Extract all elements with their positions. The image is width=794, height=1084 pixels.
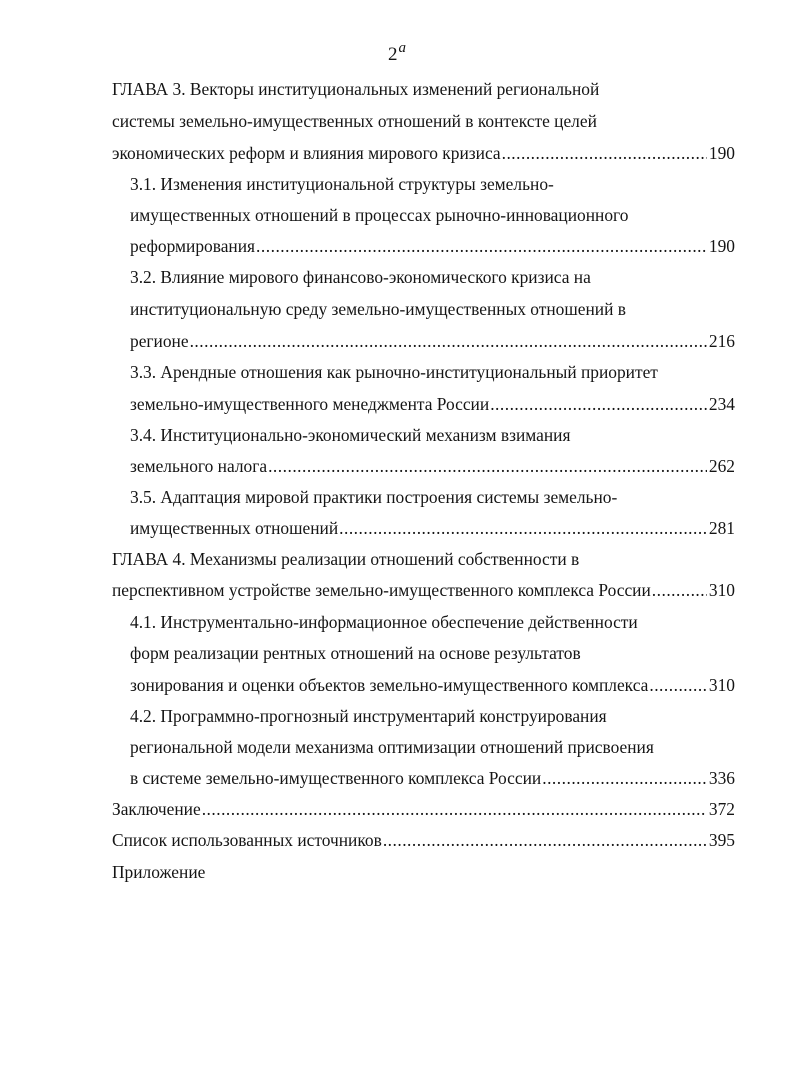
dot-leader [256, 235, 707, 257]
dot-leader [339, 517, 707, 539]
dot-leader [542, 767, 707, 789]
dot-leader [383, 829, 707, 851]
toc-section-3-5-line-1: 3.5. Адаптация мировой практики построения системы земельно- [130, 487, 618, 507]
toc-section-3-1-page: 190 [708, 236, 735, 256]
toc-section-3-4-line-1: 3.4. Институционально-экономический механизм взимания [130, 425, 571, 445]
toc-sources-page: 395 [708, 830, 735, 850]
page-number-handwritten-mark: a [398, 40, 406, 56]
toc-chapter-3-line-2: системы земельно-имущественных отношений в контексте целей [112, 111, 597, 131]
toc-section-3-2-line-2: институциональную среду земельно-имущественных отношений в [130, 299, 626, 319]
toc-section-3-5-page: 281 [708, 518, 735, 538]
toc-section-3-1-line-3: реформирования [130, 236, 256, 256]
toc-section-3-5-line-2: имущественных отношений [130, 518, 339, 538]
toc-section-4-2-line-2: региональной модели механизма оптимизации отношений присвоения [130, 737, 654, 757]
toc-section-4-1-entry[interactable] [130, 674, 735, 696]
toc-section-4-1-line-2: форм реализации рентных отношений на основе результатов [130, 643, 581, 663]
toc-chapter-3-line-1: ГЛАВА 3. Векторы институциональных изменений региональной [112, 79, 600, 99]
toc-chapter-4-entry[interactable] [112, 579, 735, 601]
toc-appendix-entry[interactable]: Приложение [112, 862, 206, 882]
toc-chapter-3-page: 190 [708, 143, 735, 163]
dot-leader [190, 330, 707, 352]
dot-leader [268, 455, 707, 477]
toc-section-4-2-line-1: 4.2. Программно-прогнозный инструментарий конструирования [130, 706, 607, 726]
toc-chapter-3-line-3: экономических реформ и влияния мирового кризиса [112, 143, 501, 163]
toc-chapter-4-line-2: перспективном устройстве земельно-имущественного комплекса России [112, 580, 651, 600]
toc-sources-title: Список использованных источников [112, 830, 382, 850]
toc-section-3-3-line-1: 3.3. Арендные отношения как рыночно-институциональный приоритет [130, 362, 658, 382]
toc-chapter-4-page: 310 [708, 580, 735, 600]
toc-section-3-3-line-2: земельно-имущественного менеджмента России [130, 394, 490, 414]
toc-section-4-2-line-3: в системе земельно-имущественного комплекса России [130, 768, 542, 788]
toc-section-3-1-line-1: 3.1. Изменения институциональной структуры земельно- [130, 174, 554, 194]
page-number [0, 40, 794, 66]
toc-section-3-3-entry[interactable] [130, 393, 735, 415]
dot-leader [490, 393, 707, 415]
toc-conclusion-page: 372 [708, 799, 735, 819]
toc-section-3-4-page: 262 [708, 456, 735, 476]
toc-section-3-1-entry[interactable] [130, 235, 735, 257]
dot-leader [649, 674, 707, 696]
toc-section-4-2-page: 336 [708, 768, 735, 788]
toc-section-3-5-entry[interactable] [130, 517, 735, 539]
dot-leader [202, 798, 707, 820]
toc-chapter-4-line-1: ГЛАВА 4. Механизмы реализации отношений собственности в [112, 549, 580, 569]
toc-chapter-3-entry[interactable] [112, 142, 735, 164]
toc-section-4-1-line-3: зонирования и оценки объектов земельно-имущественного комплекса [130, 675, 649, 695]
toc-section-3-2-entry[interactable] [130, 330, 735, 352]
toc-section-3-4-entry[interactable] [130, 455, 735, 477]
dot-leader [652, 579, 707, 601]
toc-conclusion-title: Заключение [112, 799, 201, 819]
toc-section-3-2-line-3: регионе [130, 331, 189, 351]
toc-section-3-2-line-1: 3.2. Влияние мирового финансово-экономического кризиса на [130, 267, 591, 287]
toc-section-3-3-page: 234 [708, 394, 735, 414]
toc-section-4-1-page: 310 [708, 675, 735, 695]
dot-leader [502, 142, 707, 164]
toc-conclusion-entry[interactable] [112, 798, 735, 820]
toc-section-3-4-line-2: земельного налога [130, 456, 268, 476]
page-number-value: 2 [388, 44, 398, 65]
toc-section-3-1-line-2: имущественных отношений в процессах рыночно-инновационного [130, 205, 629, 225]
toc-sources-entry[interactable] [112, 829, 735, 851]
toc-section-3-2-page: 216 [708, 331, 735, 351]
toc-section-4-1-line-1: 4.1. Инструментально-информационное обеспечение действенности [130, 612, 638, 632]
toc-section-4-2-entry[interactable] [130, 767, 735, 789]
